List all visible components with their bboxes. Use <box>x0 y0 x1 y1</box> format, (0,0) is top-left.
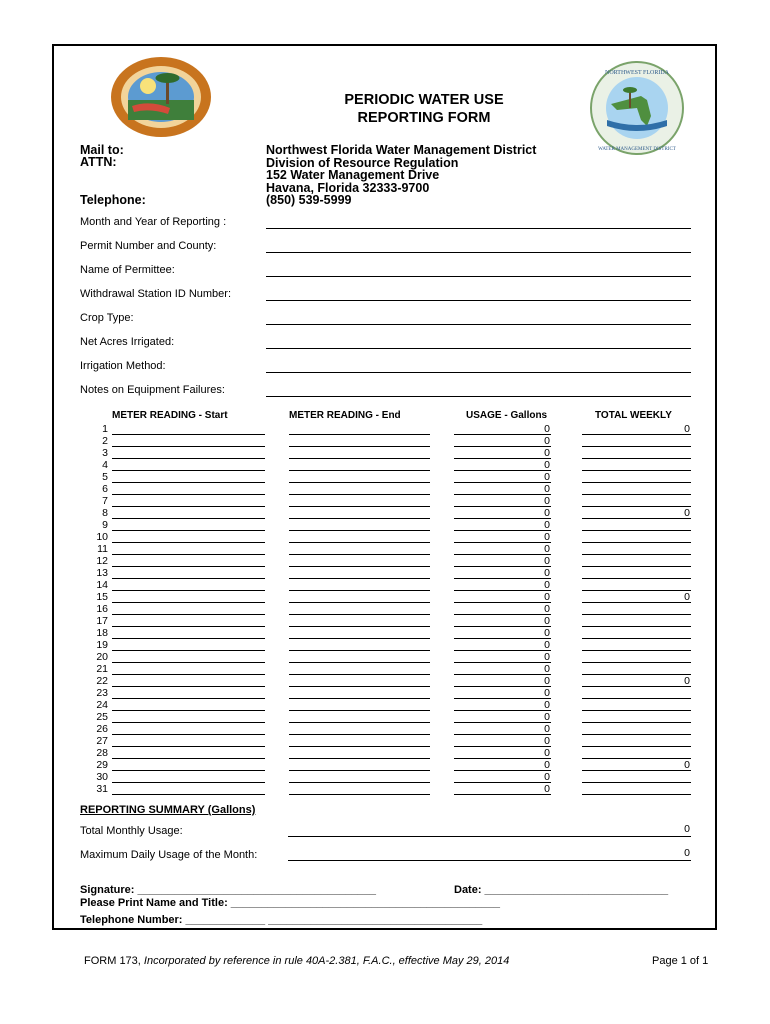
usage-value: 0 <box>544 471 550 483</box>
meter-start-input[interactable] <box>112 602 265 603</box>
meter-start-input[interactable] <box>112 542 265 543</box>
weekly-cell <box>582 662 691 663</box>
meter-end-input[interactable] <box>289 434 430 435</box>
usage-value: 0 <box>544 627 550 639</box>
usage-value: 0 <box>544 639 550 651</box>
form-number: FORM 173, <box>84 955 144 967</box>
field-input-line[interactable] <box>266 276 691 277</box>
meter-end-input[interactable] <box>289 758 430 759</box>
usage-value: 0 <box>544 531 550 543</box>
day-number: 11 <box>97 543 108 555</box>
day-number: 9 <box>102 519 108 531</box>
summary-heading: REPORTING SUMMARY (Gallons) <box>80 804 256 816</box>
usage-value: 0 <box>544 663 550 675</box>
field-input-line[interactable] <box>266 252 691 253</box>
svg-text:NORTHWEST FLORIDA: NORTHWEST FLORIDA <box>604 70 670 76</box>
meter-start-input[interactable] <box>112 746 265 747</box>
usage-value: 0 <box>544 555 550 567</box>
weekly-cell <box>582 722 691 723</box>
meter-start-input[interactable] <box>112 470 265 471</box>
day-number: 31 <box>96 783 108 795</box>
meter-end-input[interactable] <box>289 770 430 771</box>
weekly-cell <box>582 530 691 531</box>
meter-end-input[interactable] <box>289 578 430 579</box>
meter-end-input[interactable] <box>289 602 430 603</box>
day-number: 13 <box>96 567 108 579</box>
usage-value: 0 <box>544 459 550 471</box>
weekly-cell <box>582 710 691 711</box>
day-number: 12 <box>96 555 108 567</box>
meter-end-input[interactable] <box>289 530 430 531</box>
weekly-cell <box>582 698 691 699</box>
day-number: 6 <box>102 483 108 495</box>
weekly-cell <box>582 794 691 795</box>
meter-start-input[interactable] <box>112 650 265 651</box>
phone-number: (850) 539-5999 <box>266 193 352 207</box>
florida-state-seal <box>110 56 212 138</box>
day-number: 19 <box>96 639 108 651</box>
day-number: 28 <box>96 747 108 759</box>
weekly-cell <box>582 458 691 459</box>
usage-value: 0 <box>544 579 550 591</box>
meter-start-input[interactable] <box>112 578 265 579</box>
usage-value: 0 <box>544 495 550 507</box>
day-number: 5 <box>102 471 108 483</box>
weekly-cell <box>582 746 691 747</box>
day-number: 1 <box>102 423 108 435</box>
mail-to-label: Mail to: <box>80 143 124 157</box>
meter-start-input[interactable] <box>112 794 265 795</box>
page-number: Page 1 of 1 <box>652 955 709 967</box>
usage-value: 0 <box>544 483 550 495</box>
meter-start-input[interactable] <box>112 758 265 759</box>
meter-start-input[interactable] <box>112 506 265 507</box>
day-number: 21 <box>96 663 108 675</box>
meter-end-input[interactable] <box>289 542 430 543</box>
form-title <box>274 91 574 127</box>
meter-end-input[interactable] <box>289 686 430 687</box>
day-number: 25 <box>96 711 108 723</box>
usage-value: 0 <box>544 723 550 735</box>
weekly-cell <box>582 650 691 651</box>
meter-start-input[interactable] <box>112 734 265 735</box>
total-monthly-label: Total Monthly Usage: <box>80 825 183 837</box>
day-number: 14 <box>96 579 108 591</box>
day-number: 4 <box>102 459 108 471</box>
day-number: 27 <box>96 735 108 747</box>
field-input-line[interactable] <box>266 228 691 229</box>
max-daily-line[interactable] <box>288 860 691 861</box>
weekly-cell <box>582 782 691 783</box>
day-number: 24 <box>96 699 108 711</box>
weekly-cell <box>582 626 691 627</box>
day-number: 3 <box>102 447 108 459</box>
max-daily-label: Maximum Daily Usage of the Month: <box>80 849 258 861</box>
usage-value: 0 <box>544 699 550 711</box>
date-field[interactable]: Date: ______________________________ <box>454 884 669 896</box>
telephone-label: Telephone: <box>80 193 146 207</box>
meter-start-input[interactable] <box>112 698 265 699</box>
meter-start-input[interactable] <box>112 458 265 459</box>
day-number: 18 <box>96 627 108 639</box>
meter-end-input[interactable] <box>289 566 430 567</box>
telephone-number-field[interactable]: Telephone Number: _____________ ___________________________________ <box>80 914 483 926</box>
meter-end-input[interactable] <box>289 638 430 639</box>
weekly-cell <box>582 446 691 447</box>
form-frame <box>52 44 717 930</box>
field-label: Name of Permittee: <box>80 264 175 276</box>
title-line-2: REPORTING FORM <box>357 110 491 126</box>
field-label: Month and Year of Reporting : <box>80 216 227 228</box>
day-number: 2 <box>102 435 108 447</box>
field-input-line[interactable] <box>266 348 691 349</box>
day-number: 26 <box>96 723 108 735</box>
usage-value: 0 <box>544 603 550 615</box>
usage-header: USAGE - Gallons <box>466 410 548 421</box>
meter-start-input[interactable] <box>112 674 265 675</box>
weekly-cell <box>582 566 691 567</box>
form-rule-reference: Incorporated by reference in rule 40A-2.381, F.A.C., effective May 29, 2014 <box>143 955 510 967</box>
meter-end-input[interactable] <box>289 782 430 783</box>
usage-value: 0 <box>544 711 550 723</box>
usage-value: 0 <box>544 651 550 663</box>
meter-end-input[interactable] <box>289 614 430 615</box>
day-number: 8 <box>102 507 108 519</box>
field-label: Permit Number and County: <box>80 240 217 252</box>
day-number: 17 <box>96 615 108 627</box>
meter-end-input[interactable] <box>289 746 430 747</box>
day-number: 16 <box>96 603 108 615</box>
usage-value: 0 <box>544 543 550 555</box>
meter-start-input[interactable] <box>112 482 265 483</box>
nwfwmd-logo <box>589 60 685 156</box>
meter-end-input[interactable] <box>289 710 430 711</box>
weekly-cell <box>582 734 691 735</box>
title-line-1: PERIODIC WATER USE <box>344 92 504 108</box>
meter-end-input[interactable] <box>289 446 430 447</box>
meter-end-input[interactable] <box>289 482 430 483</box>
total-monthly-value: 0 <box>684 823 690 835</box>
field-label: Irrigation Method: <box>80 360 166 372</box>
meter-start-input[interactable] <box>112 518 265 519</box>
day-number: 30 <box>96 771 108 783</box>
meter-end-input[interactable] <box>289 590 430 591</box>
usage-value: 0 <box>544 783 550 795</box>
day-number: 20 <box>96 651 108 663</box>
weekly-total-value: 0 <box>684 759 690 771</box>
meter-end-input[interactable] <box>289 794 430 795</box>
meter-start-input[interactable] <box>112 686 265 687</box>
meter-end-input[interactable] <box>289 470 430 471</box>
meter-end-input[interactable] <box>289 518 430 519</box>
weekly-cell <box>582 470 691 471</box>
meter-end-input[interactable] <box>289 734 430 735</box>
day-number: 22 <box>96 675 108 687</box>
usage-value: 0 <box>544 519 550 531</box>
day-number: 7 <box>102 495 108 507</box>
weekly-total-value: 0 <box>684 675 690 687</box>
meter-start-input[interactable] <box>112 614 265 615</box>
meter-end-input[interactable] <box>289 458 430 459</box>
meter-end-input[interactable] <box>289 626 430 627</box>
field-label: Crop Type: <box>80 312 134 324</box>
usage-value: 0 <box>544 675 550 687</box>
address-line: Division of Resource Regulation <box>266 155 459 170</box>
address-line: Northwest Florida Water Management District <box>266 143 537 157</box>
meter-start-input[interactable] <box>112 530 265 531</box>
weekly-cell <box>582 494 691 495</box>
svg-text:WATER MANAGEMENT DISTRICT: WATER MANAGEMENT DISTRICT <box>598 147 676 152</box>
field-input-line[interactable] <box>266 372 691 373</box>
print-name-field[interactable]: Please Print Name and Title: ____________________________________________ <box>80 897 500 909</box>
usage-value: 0 <box>544 447 550 459</box>
usage-value: 0 <box>544 591 550 603</box>
weekly-cell <box>582 638 691 639</box>
meter-end-input[interactable] <box>289 722 430 723</box>
signature-field[interactable]: Signature: _______________________________________ <box>80 884 377 896</box>
meter-start-input[interactable] <box>112 434 265 435</box>
meter-start-input[interactable] <box>112 710 265 711</box>
meter-start-input[interactable] <box>112 590 265 591</box>
meter-start-input[interactable] <box>112 566 265 567</box>
meter-start-input[interactable] <box>112 446 265 447</box>
meter-start-input[interactable] <box>112 626 265 627</box>
usage-value: 0 <box>544 507 550 519</box>
weekly-cell <box>582 578 691 579</box>
meter-end-input[interactable] <box>289 554 430 555</box>
meter-end-header: METER READING - End <box>289 410 401 421</box>
meter-start-header: METER READING - Start <box>112 410 228 421</box>
meter-start-input[interactable] <box>112 554 265 555</box>
day-number: 15 <box>96 591 108 603</box>
meter-end-input[interactable] <box>289 674 430 675</box>
weekly-total-value: 0 <box>684 591 690 603</box>
meter-end-input[interactable] <box>289 650 430 651</box>
weekly-cell <box>582 542 691 543</box>
attn-label: ATTN: <box>80 155 117 169</box>
field-input-line[interactable] <box>266 324 691 325</box>
meter-start-input[interactable] <box>112 638 265 639</box>
meter-end-input[interactable] <box>289 506 430 507</box>
weekly-cell <box>582 482 691 483</box>
meter-end-input[interactable] <box>289 662 430 663</box>
max-daily-value: 0 <box>684 847 690 859</box>
total-weekly-header: TOTAL WEEKLY <box>595 410 672 421</box>
day-number: 23 <box>96 687 108 699</box>
usage-value: 0 <box>544 435 550 447</box>
field-input-line[interactable] <box>266 300 691 301</box>
field-label: Net Acres Irrigated: <box>80 336 175 348</box>
weekly-cell <box>582 554 691 555</box>
usage-value: 0 <box>544 759 550 771</box>
form-reference <box>84 955 509 967</box>
meter-start-input[interactable] <box>112 722 265 723</box>
usage-value: 0 <box>544 771 550 783</box>
day-number: 29 <box>96 759 108 771</box>
usage-value: 0 <box>544 687 550 699</box>
usage-value: 0 <box>544 747 550 759</box>
meter-start-input[interactable] <box>112 494 265 495</box>
field-label: Notes on Equipment Failures: <box>80 384 225 396</box>
weekly-cell <box>582 614 691 615</box>
address-line: 152 Water Management Drive <box>266 168 440 182</box>
mailing-address <box>266 144 536 207</box>
day-number: 10 <box>96 531 108 543</box>
meter-end-input[interactable] <box>289 494 430 495</box>
address-line: Havana, Florida 32333-9700 <box>266 180 430 195</box>
meter-start-input[interactable] <box>112 782 265 783</box>
field-input-line[interactable] <box>266 396 691 397</box>
meter-start-input[interactable] <box>112 770 265 771</box>
meter-start-input[interactable] <box>112 662 265 663</box>
weekly-total-value: 0 <box>684 423 690 435</box>
meter-end-input[interactable] <box>289 698 430 699</box>
total-monthly-line[interactable] <box>288 836 691 837</box>
weekly-total-value: 0 <box>684 507 690 519</box>
usage-value: 0 <box>544 615 550 627</box>
usage-value: 0 <box>544 567 550 579</box>
field-label: Withdrawal Station ID Number: <box>80 288 231 300</box>
usage-value: 0 <box>544 423 550 435</box>
usage-value: 0 <box>544 735 550 747</box>
